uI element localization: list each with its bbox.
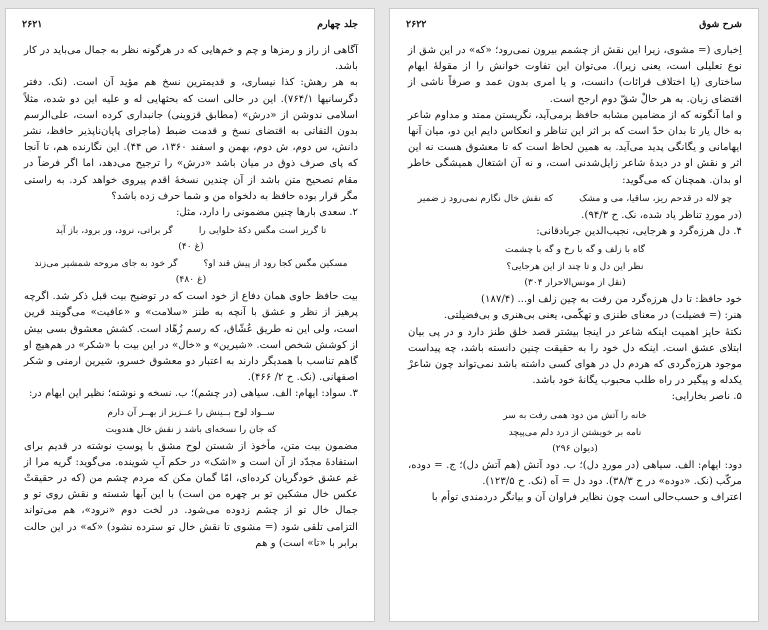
page-body bbox=[408, 43, 742, 615]
verse-line: خانه را آتش من دود همی رفت به سر bbox=[503, 409, 647, 421]
paragraph: به هر رهش: کذا نیساری، و قدیمترین نسخ هم مؤید آن است. (نک. دفتر دگرسانیها ۷۶۴/۱). این در حالی است که بحثهایی له و علیه این دو شده، مثلاً اسلامی ندوشن از «درش» (مطابق قزوینی) جانبداری کرده است، علی‌الرسم بدون التفاتی به اقتضای نسخ و قدمت ضبط (ماجرای پایان‌ناپذیر حافظ، نشر دانش، س دوم، ش دوم، بهمن و اسفند ۱۳۶۰، ص ۴۴). این نگارنده هم، تا آنجا که پای صرف ذوق در میان باشد «درش» را ترجیح می‌دهد، اما اگر فرضاً در مقام تصحیح متن باشد از آن چندین نسخهٔ اقدم پیروی خواهد کرد. به راستی مگر قرار بوده حافظ به دلخواه من و شما حرف زده باشد؟ bbox=[24, 77, 358, 202]
paragraph: خود حافظ: تا دل هرزه‌گرد من رفت به چین زلف او... (۱۸۷/۴) bbox=[481, 294, 742, 306]
hemistich: تا گریز است مگس دکهٔ حلوایی را bbox=[198, 225, 327, 237]
paragraph: هنر: (= فضیلت) در معنای طنزی و تهکّمی، یعنی بی‌هنری و بی‌فضیلتی. bbox=[443, 310, 742, 322]
list-item: ۵. ناصر بخارایی: bbox=[671, 391, 742, 403]
hemistich: گر خود به جای مروحه شمشیر می‌زند bbox=[34, 258, 178, 270]
paragraph: ۳. سواد: ایهام: الف. سیاهی (در چشم)؛ ب. نسخه و نوشته؛ نظیر این ایهام در: bbox=[28, 388, 358, 400]
paragraph: دود: ایهام: الف. سیاهی (در موردِ دل)؛ ب. دود آتش (هم آتش دل)؛ ج. = دوده، مرکّب (نک. «دوده» در ح ۳۸/۳). دود دل = آه (نک. ح ۱۲۳/۵). bbox=[408, 459, 742, 487]
page-header bbox=[22, 19, 358, 33]
paragraph: اِخباری (= مشوی، زیرا این نقش از چشمم بیرون نمی‌رود؛ «که» در این شق از نوع تعلیلی است، یعنی زیرا). می‌توان این تفاوت خوانش را از مقولهٔ ایهام ساختاری (یا اختلاف قرائات) دانست، و یا امری بدون عمد و صرفاً ناشی از اقتضای زبان. به هر حالْ شقّ دوم ارجح است. bbox=[408, 45, 742, 105]
hemistich: گر براتی، نرود، ور برود، باز آید bbox=[55, 225, 173, 237]
verse-note: (در موردِ تناظر یاد شده، نک. ح ۹۴/۳). bbox=[581, 209, 742, 221]
page-body bbox=[24, 43, 358, 615]
header-title: شرح شوق bbox=[699, 19, 742, 30]
hemistich: مسکین مگس کجا رود از پیش قند او؟ bbox=[203, 258, 348, 270]
paragraph: ۲. سعدی بارها چنین مضمونی را دارد، مثل: bbox=[175, 207, 358, 219]
paragraph: و اما آنگونه که از مضامین مشابه حافظ برمی‌آید، نگریستن ممتد و مداوم شاعر به خال یار تا بدان حدّ است که بر اثر این تناظر و انعکاس دایم این دو، میان آنها ایهامانی و یگانگی پدید می‌آید. به همین لحاظ است که تا معشوق هست نه این اثر و نقش او در دیدهٔ شاعر زایل‌شدنی است، و نه آن اشتغال همیشگی خاطر او بدان. همچنان که می‌گوید: bbox=[408, 109, 742, 186]
verse bbox=[24, 256, 358, 271]
verse bbox=[408, 191, 742, 206]
verse-line: که جان را نسخه‌ای باشد ز نقش خال هندویت bbox=[105, 423, 277, 435]
page-header bbox=[406, 19, 742, 33]
citation: (غ ۴۸۰) bbox=[175, 274, 207, 286]
verse-line: ســواد لوح بــینش را عــزیز از بهــر آن دارم bbox=[107, 406, 275, 418]
hemistich: که نقش خال نگارم نمی‌رود ز ضمیر bbox=[417, 192, 554, 204]
verse-line: نامه بر خویشتن از درد دلم می‌پیچد bbox=[508, 426, 642, 438]
paragraph: نکتهٔ حایز اهمیت اینکه شاعر در اینجا بیشتر قصد خلق طنز دارد و در پی بیان ابتلای عشق است. اینکه دل خود را به حقیقت چنین دانسته باشد، چه پیداست موجود هرزه‌گردی که هردم دل در هوای کسی داشته باشد نمی‌تواند چون شاعرْ یکدله و پیگیر در راه طلب محبوب یگانهٔ خود باشد. bbox=[408, 326, 742, 387]
page-number: ۲۶۲۲ bbox=[406, 19, 427, 30]
left-page bbox=[5, 8, 375, 622]
citation: (نقل از مونس‌الاحرار ۳۰۴) bbox=[524, 277, 626, 289]
verse bbox=[24, 223, 358, 238]
header-title: جلد چهارم bbox=[317, 19, 358, 30]
paragraph: آگاهی از راز و رمزها و چم و خم‌هایی که در هرگونه نظر به جمال می‌باید در کار باشد. bbox=[24, 45, 358, 73]
paragraph: مضمون بیت متن، مأخوذ از شستن لوح مشق با پوستِ نوشته در قدیم برای استفادهٔ مجدّد از آن است و «اشک» در حکم آبِ شوینده. می‌گوید: گریه مرا از غم عشق خودگریان کرده‌ای، امّا گمان مکن که مردم چشم من (که در حقیقتْ عکس خال مشکین تو بر چهره من است) با این آبها شسته و نقش روی تو و جمال خال تو از چشم زدوده می‌شود. در لخت دوم «نرود»، هم می‌تواند التزامی تلقی شود (= مشوی تا نقش خال تو سترده نشود) «که» در این حالت برابر با «تا» است) و هم bbox=[24, 440, 358, 549]
hemistich: چو لاله در قدحم ریز، ساقیا، می و مشک bbox=[579, 192, 733, 204]
citation: (غ ۴۰) bbox=[178, 241, 204, 253]
citation: (دیوان ۲۹۶) bbox=[552, 442, 598, 454]
paragraph: اعتراف و حسب‌حالی است چون نظایر فراوان آن و بیانگر دردمندی توأم با bbox=[431, 492, 742, 504]
page-number: ۲۶۲۱ bbox=[22, 19, 43, 30]
paragraph: بیت حافظ حاوی همان دفاع از خود است که در توضیح بیت قبل ذکر شد. اگرچه پرهیز از نظر و عشق با آنچه به طنز «سلامت» و «عافیت» می‌گویند قرین است، ولی این نه طریق عُشّاق، که رسم زُهّاد است. کشش معشوق بسی بیش از کوشش شخص است. «شیرین» و «خال» در این بیت با «شکر» در هم‌هیچ او گاهم تناسب با همدیگر دارند به اعتبار دو معشوق خسرو، شیرین ارمنی و شکر اصفهانی. (نک. ح ۲/ ۴۶۶). bbox=[24, 291, 358, 384]
verse-line: نظر این دل و تا چند از این هرجایی؟ bbox=[506, 261, 644, 273]
list-item: ۴. دل هرزه‌گرد و هرجایی، نجیب‌الدین جربادقانی: bbox=[536, 226, 742, 238]
verse-line: گاه با زلف و گه با رخ و گه با چشمت bbox=[504, 244, 646, 256]
right-page bbox=[389, 8, 759, 622]
